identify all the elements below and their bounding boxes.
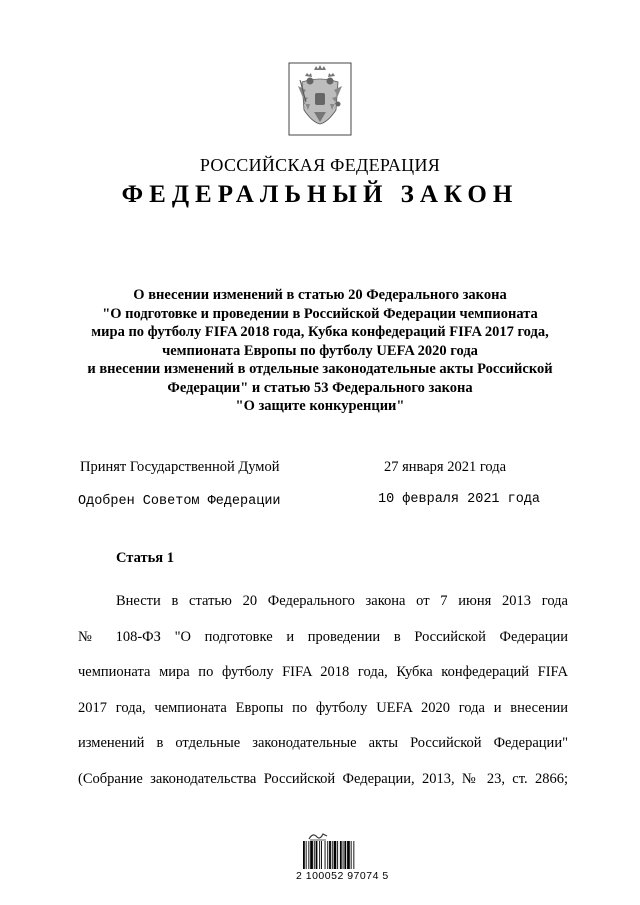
title-line: чемпионата Европы по футболу UEFA 2020 года	[162, 342, 478, 359]
duma-adoption-label: Принят Государственной Думой	[80, 459, 280, 475]
body-line: изменений в отдельные законодательные акты Российской Федерации"	[78, 735, 568, 751]
duma-adoption-date: 27 января 2021 года	[384, 459, 507, 475]
law-type-heading: ФЕДЕРАЛЬНЫЙ ЗАКОН	[121, 181, 519, 208]
body-line: чемпионата мира по футболу FIFA 2018 года, Кубка конфедераций FIFA	[78, 664, 568, 680]
body-line: № 108-ФЗ "О подготовке и проведении в Российской Федерации	[78, 628, 568, 645]
council-approval-date: 10 февраля 2021 года	[378, 492, 541, 507]
coat-of-arms-emblem	[288, 62, 352, 136]
council-approval-label: Одобрен Советом Федерации	[78, 494, 281, 509]
title-line: и внесении изменений в отдельные законодательные акты Российской	[87, 361, 553, 377]
title-line: "О защите конкуренции"	[235, 398, 405, 414]
article-body	[78, 584, 568, 797]
article-heading: Статья 1	[116, 550, 174, 566]
body-line: 2017 года, чемпионата Европы по футболу UEFA 2020 года и внесении	[78, 699, 568, 716]
barcode-number: 2 100052 97074 5	[296, 870, 389, 882]
federation-heading: РОССИЙСКАЯ ФЕДЕРАЦИЯ	[199, 155, 441, 175]
title-line: мира по футболу FIFA 2018 года, Кубка конфедераций FIFA 2017 года,	[91, 324, 549, 340]
barcode-icon	[303, 841, 371, 869]
body-line: Внести в статью 20 Федерального закона от 7 июня 2013 года	[116, 593, 568, 609]
law-title	[60, 286, 580, 416]
double-headed-eagle-icon	[288, 62, 352, 136]
title-line: О внесении изменений в статью 20 Федерального закона	[133, 287, 507, 303]
title-line: Федерации" и статью 53 Федерального закона	[167, 379, 473, 396]
title-line: "О подготовке и проведении в Российской Федерации чемпионата	[102, 305, 538, 322]
body-line: (Собрание законодательства Российской Федерации, 2013, № 23, ст. 2866;	[78, 770, 568, 787]
